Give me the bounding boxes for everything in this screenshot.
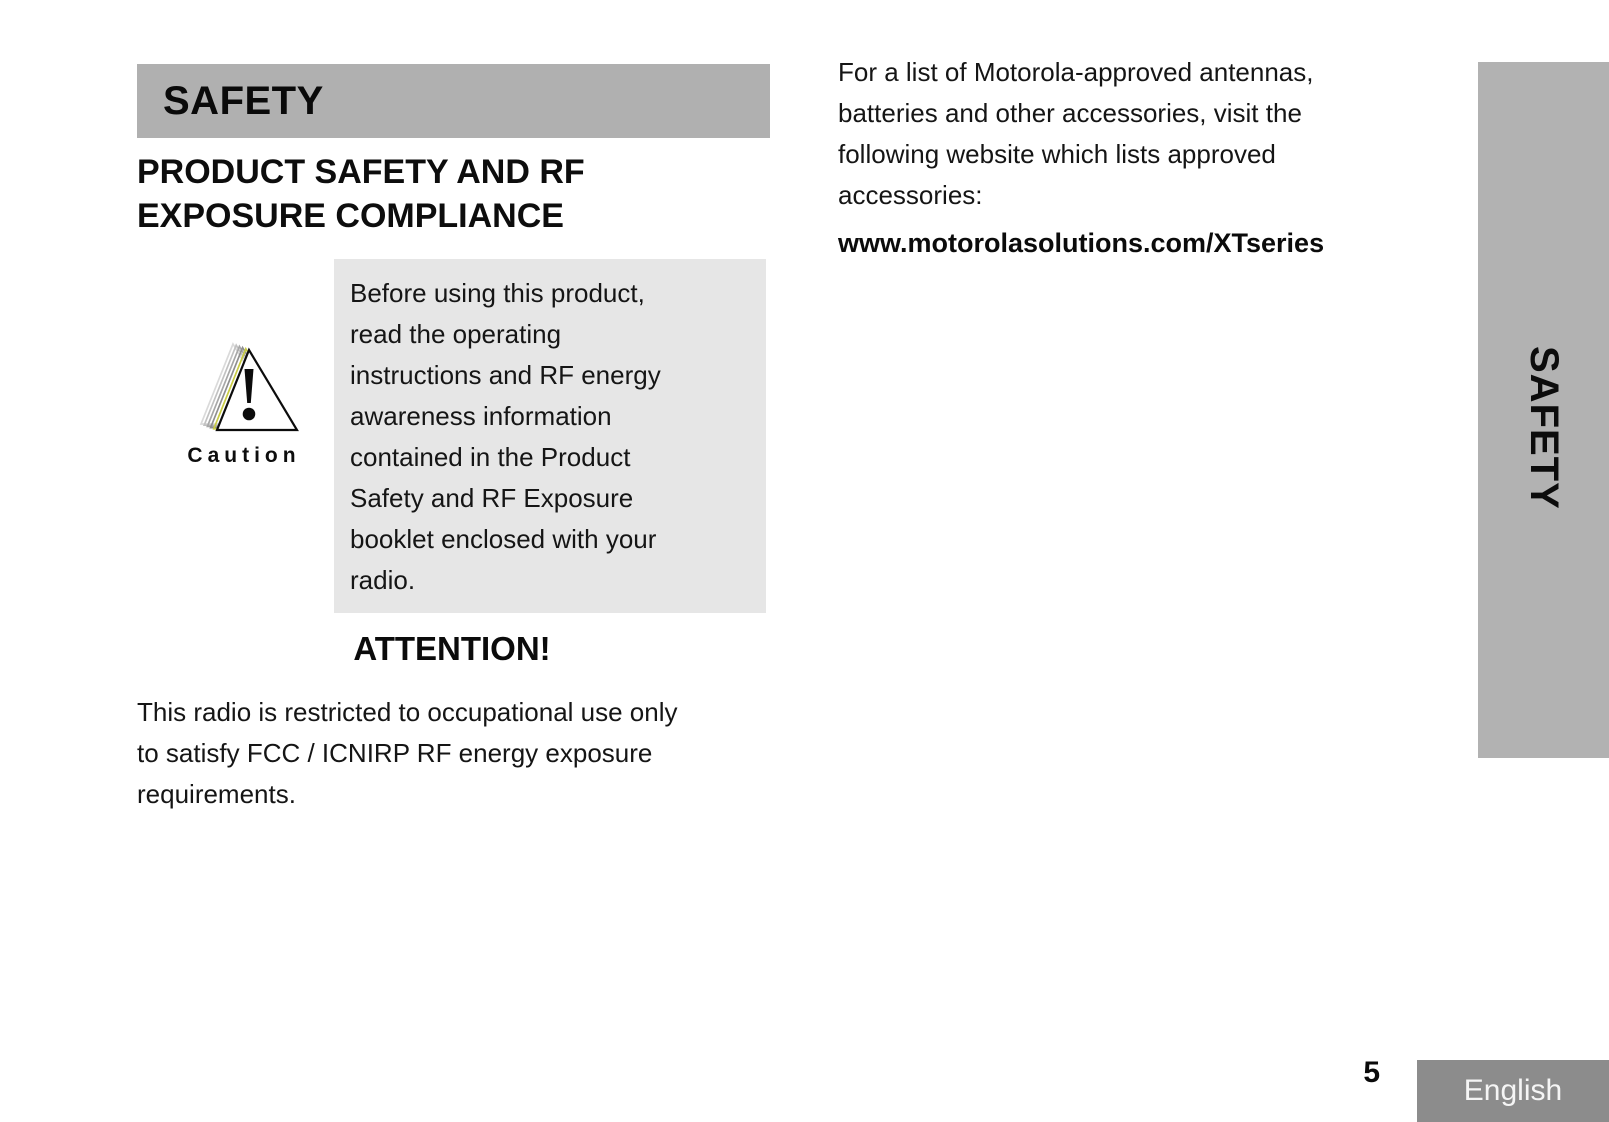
language-badge-label: English [1463, 1074, 1563, 1107]
accessories-line: following website which lists approved [838, 139, 1276, 169]
accessories-line: batteries and other accessories, visit the [838, 98, 1302, 128]
restriction-line: This radio is restricted to occupational use only [137, 697, 678, 727]
section-heading-line: EXPOSURE COMPLIANCE [137, 197, 564, 235]
page-title-bar [137, 64, 770, 138]
warning-triangle-icon [190, 342, 308, 442]
accessories-paragraph [838, 52, 1398, 216]
page-title: SAFETY [163, 78, 324, 123]
caution-text-line: contained in the Product [350, 442, 631, 472]
caution-text-line: awareness information [350, 401, 612, 431]
restriction-line: requirements. [137, 779, 296, 809]
safety-side-tab [1478, 62, 1609, 758]
caution-text-line: Safety and RF Exposure [350, 483, 634, 513]
caution-label: Caution [187, 444, 301, 467]
caution-text-line: booklet enclosed with your [350, 524, 657, 554]
language-badge [1417, 1060, 1609, 1122]
caution-panel [334, 259, 766, 613]
restriction-paragraph [137, 692, 797, 815]
attention-heading: ATTENTION! [353, 630, 551, 667]
caution-text-line: read the operating [350, 319, 562, 349]
side-tab-label: SAFETY [1522, 346, 1566, 510]
caution-text-line: radio. [350, 565, 416, 595]
page-number: 5 [1363, 1056, 1380, 1089]
section-heading-line: PRODUCT SAFETY AND RF [137, 153, 585, 191]
accessories-line: accessories: [838, 180, 983, 210]
caution-text-line: instructions and RF energy [350, 360, 661, 390]
section-heading [137, 150, 797, 238]
restriction-line: to satisfy FCC / ICNIRP RF energy exposure [137, 738, 653, 768]
caution-text-line: Before using this product, [350, 278, 645, 308]
accessories-url: www.motorolasolutions.com/XTseries [838, 228, 1325, 258]
accessories-line: For a list of Motorola-approved antennas, [838, 57, 1314, 87]
